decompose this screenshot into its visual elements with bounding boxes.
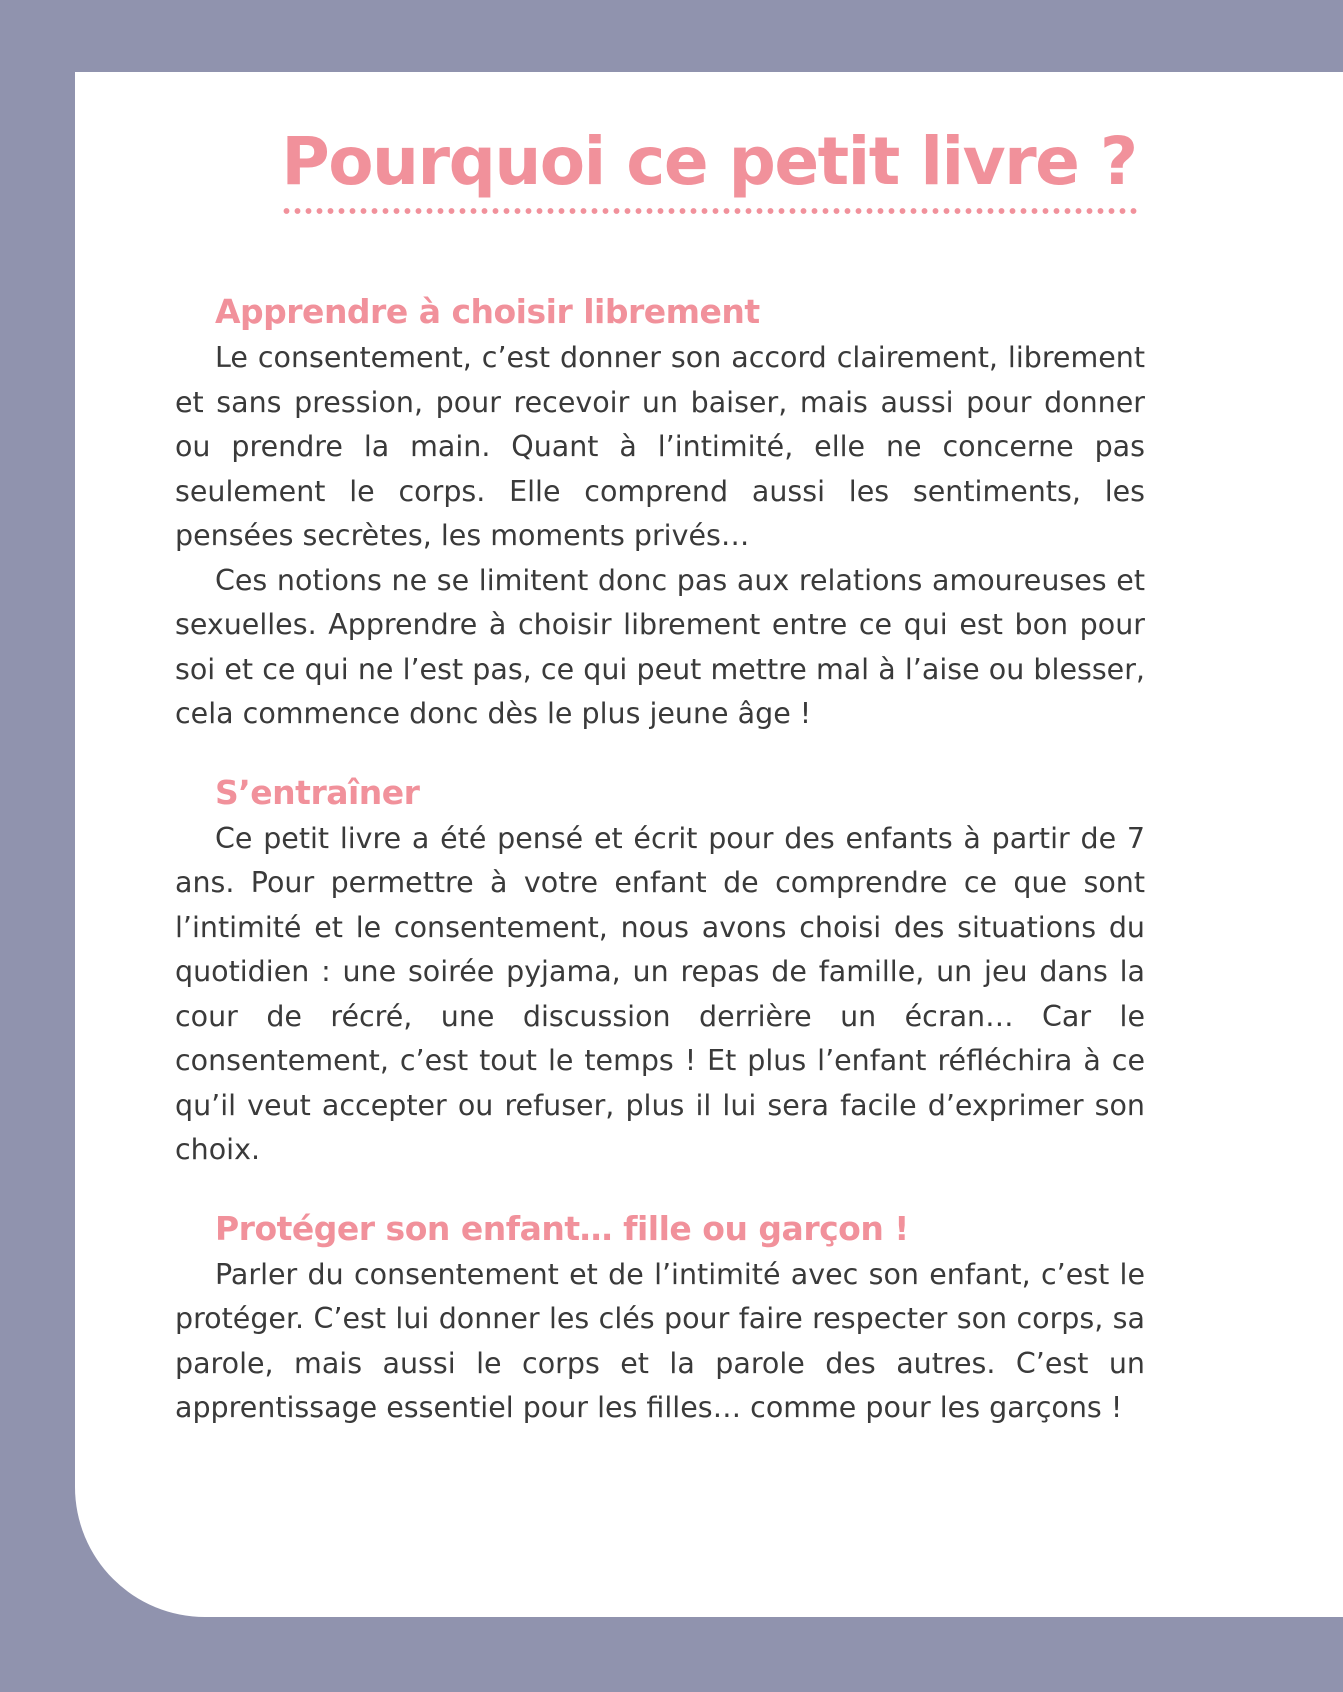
page-content [175, 290, 1145, 1465]
section-choisir-librement [175, 290, 1145, 737]
page-title: Pourquoi ce petit livre ? [281, 122, 1136, 215]
title-block [75, 122, 1343, 215]
section-heading: Protéger son enfant… fille ou garçon ! [215, 1208, 909, 1248]
page-card [75, 72, 1343, 1617]
section-heading: Apprendre à choisir librement [215, 292, 760, 331]
paragraph: Ces notions ne se limitent donc pas aux relations amoureuses et sexuelles. Apprendre à choisir librement entre ce qui est bon pour soi et ce qui ne l’est pas, ce qui peut mettre mal à l’aise ou blesser, cela commence donc dès le plus jeune âge ! [175, 563, 1145, 730]
section-s-entrainer [175, 771, 1145, 1173]
section-proteger-son-enfant [175, 1207, 1145, 1431]
paragraph: Ce petit livre a été pensé et écrit pour des enfants à partir de 7 ans. Pour permettre à votre enfant de comprendre ce que sont l’intimité et le consentement, nous avons choisi des situations du quotidien : une soirée pyjama, un repas de famille, un jeu dans la cour de récré, une discussion derrière un écran… Car le consentement, c’est tout le temps ! Et plus l’enfant réfléchira à ce qu’il veut accepter ou refuser, plus il lui sera facile d’exprimer son choix. [175, 821, 1145, 1166]
paragraph: Le consentement, c’est donner son accord clairement, librement et sans pression, pour recevoir un baiser, mais aussi pour donner ou prendre la main. Quant à l’intimité, elle ne concerne pas seulement le corps. Elle comprend aussi les sentiments, les pensées secrètes, les moments privés… [175, 341, 1145, 552]
section-heading: S’entraîner [215, 772, 420, 812]
paragraph: Parler du consentement et de l’intimité avec son enfant, c’est le protéger. C’est lui donner les clés pour faire respecter son corps, sa parole, mais aussi le corps et la parole des autres. C’est un apprentissage essentiel pour les filles… comme pour les garçons ! [175, 1257, 1145, 1424]
